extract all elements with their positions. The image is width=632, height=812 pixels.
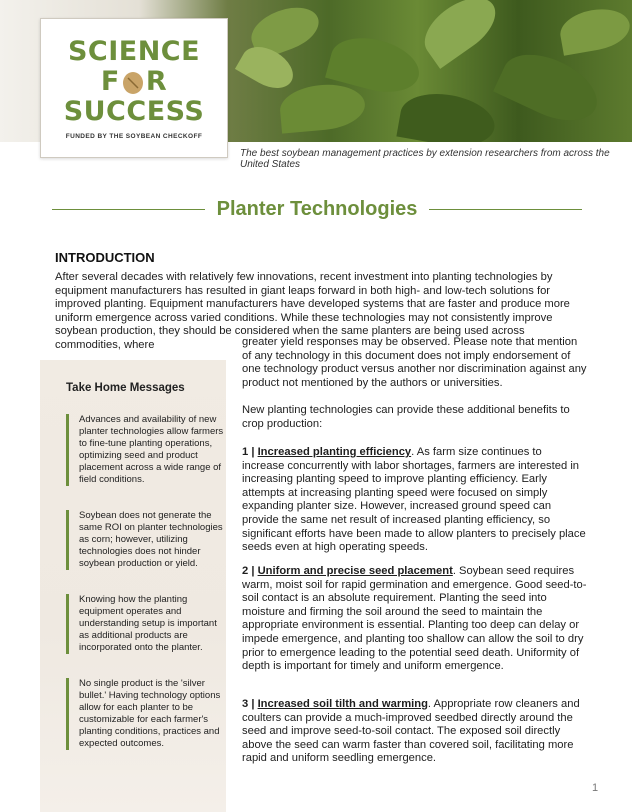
take-home-message: Knowing how the planting equipment operates and understanding setup is important as additional products are incorporated onto the planter.: [66, 594, 229, 654]
logo: [40, 18, 228, 158]
introduction-paragraph: After several decades with relatively few innovations, recent investment into planting technologies by equipment manufacturers has resulted in giant leaps forward in both high- and low-tech solutions for improved planting. Equipment manufacturers have developed systems that are faster and produce more uniform emergence across varied conditions. While these technologies may not consistently improve soybean production, they should be considered when the same planters are being used across commodities, where: [55, 271, 570, 351]
page-title: Planter Technologies: [216, 197, 418, 220]
introduction-heading: INTRODUCTION: [55, 250, 155, 265]
benefits-lead: New planting technologies can provide these additional benefits to crop production:: [242, 404, 570, 430]
logo-line-science: SCIENCE: [67, 36, 201, 67]
introduction-paragraph-continued: greater yield responses may be observed. Please note that mention of any technology in this document does not imply endorsement of one technology product versus another nor discrimination against any product not mentioned by the authors or universities.: [242, 336, 587, 389]
take-home-sidebar: [40, 360, 226, 812]
sidebar-heading: Take Home Messages: [66, 382, 185, 394]
title-row: [52, 196, 582, 222]
tagline: The best soybean management practices by extension researchers from across the United States: [240, 148, 610, 170]
benefit-item: [242, 446, 587, 555]
logo-letter-f: F: [100, 66, 120, 97]
take-home-message: Advances and availability of new planter technologies allow farmers to fine-tune planting operations, optimizing seed and product placement across a wide range of field conditions.: [66, 414, 229, 486]
title-rule-left: [52, 209, 205, 210]
funded-by-label: FUNDED BY THE SOYBEAN CHECKOFF: [65, 133, 203, 140]
benefit-number: 1 |: [242, 446, 255, 458]
logo-line-success: SUCCESS: [63, 96, 205, 127]
benefit-text: . Appropriate row cleaners and coulters can provide a much-improved seedbed directly around the seed and improve seed-to-soil contact. The exposed soil directly above the seed can warm faster than covered soil, facilitating more rapid and uniform seedling emergence.: [242, 698, 580, 765]
benefit-heading: Increased soil tilth and warming: [257, 698, 428, 710]
benefit-number: 3 |: [242, 698, 255, 710]
logo-line-for: [41, 67, 227, 97]
take-home-message: No single product is the 'silver bullet.' Having technology options allow for each planter to be customizable for each farmer's planting conditions, practices and expected outcomes.: [66, 678, 229, 750]
title-rule-right: [429, 209, 582, 210]
benefit-heading: Uniform and precise seed placement: [257, 565, 453, 577]
soybean-seed-icon: [122, 71, 144, 95]
benefit-item: [242, 698, 587, 766]
benefit-heading: Increased planting efficiency: [257, 446, 412, 458]
benefit-item: [242, 565, 587, 674]
benefit-number: 2 |: [242, 565, 255, 577]
benefit-text: . As farm size continues to increase concurrently with labor shortages, farmers are interested in increasing planting speed to improve planting efficiency. Early attempts at increasing planting speed were focused on simply expanding planter size. However, increased ground speed can provide the same net result of increased planting efficiency, so significant efforts have been made to allow planters to precisely place seeds even at high operating speeds.: [242, 446, 586, 554]
page-number: 1: [592, 782, 599, 794]
logo-letter-r: R: [145, 66, 168, 97]
take-home-message: Soybean does not generate the same ROI on planter technologies as corn; however, utilizing technologies does not hinder soybean production or yield.: [66, 510, 229, 570]
benefit-text: . Soybean seed requires warm, moist soil for rapid germination and emergence. Good seed-to-soil contact is an absolute requirement. Planting the seed into moisture and firming the soil around the seed to maintain the appropriate environment is essential. Planting too deep can delay or impede emergence, and planting too shallow can allow the soil to dry prior to emergence leading to the potential seed death. Uniformity of depth is important for timely and uniform emergence.: [242, 565, 587, 673]
